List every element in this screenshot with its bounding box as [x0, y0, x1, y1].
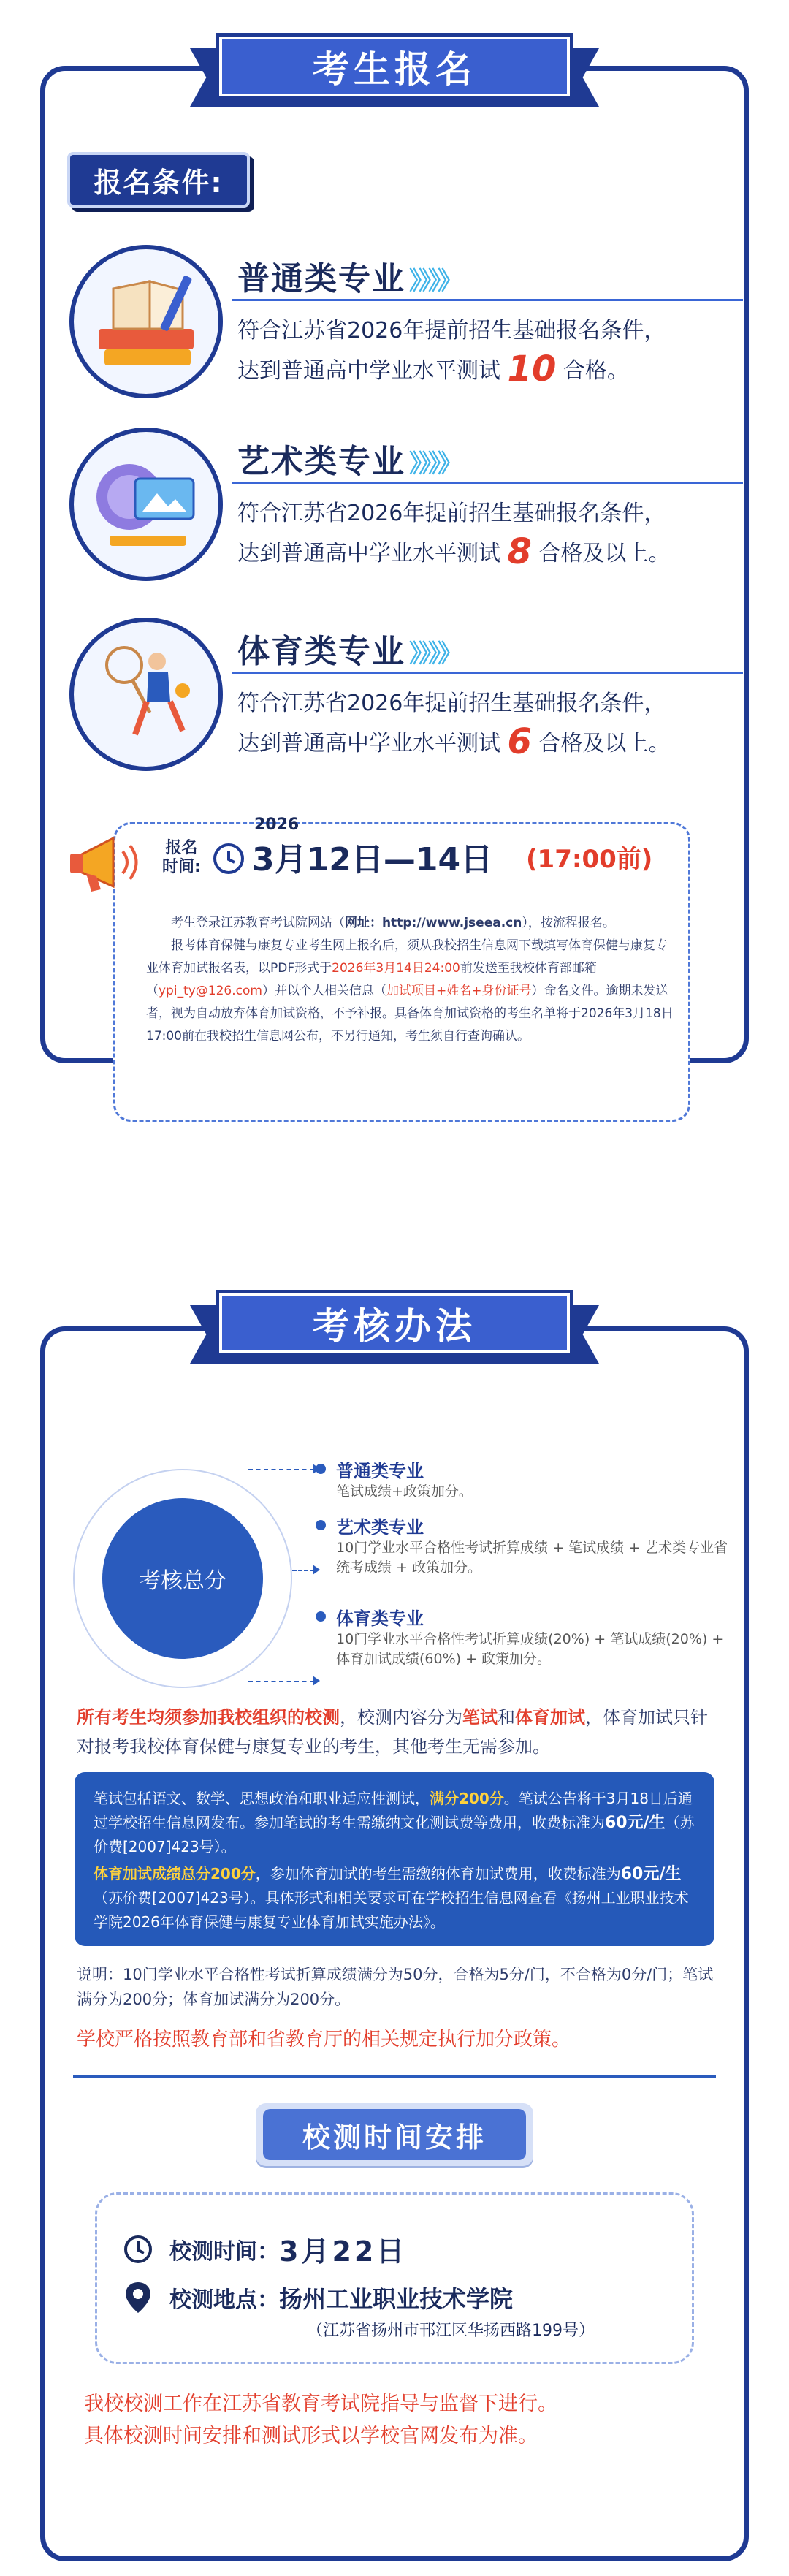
total-score-label: 考核总分 [139, 1568, 226, 1594]
major-title: 艺术类专业 [237, 443, 405, 480]
branch-title: 体育类专业 [336, 1608, 424, 1629]
ribbon-front [219, 37, 570, 96]
major-desc-line1: 符合江苏省2026年提前招生基础报名条件， [237, 501, 666, 526]
text: 。笔试公告将于3月18日后通过学校招生信息网发布。参加笔试的考生需缴纳文化测试费等费用，收费标准为 [94, 1790, 693, 1831]
section-title-ribbon [190, 37, 599, 107]
sports-exam-info [94, 1862, 695, 1934]
text: ），按流程报名。 [522, 916, 615, 930]
highlight: 体育加试成绩总分200分 [94, 1865, 256, 1882]
text: 前发送至我校体育部邮箱（ [146, 961, 597, 998]
major-general [69, 245, 712, 406]
desc-text: 合格及以上。 [531, 541, 671, 566]
note-highlight: 体育加试 [515, 1707, 585, 1728]
fee: 60元/生 [605, 1814, 666, 1832]
branch-desc: 10门学业水平合格性考试折算成绩 + 笔试成绩 + 艺术类专业省统考成绩 + 政策加分。 [336, 1540, 728, 1576]
text: ）命名文件。逾期未发送者，视为自动放弃体育加试资格，不予补报。具备体育加试资格的考生名单将于2026年3月18日17:00前在我校招生信息网公布，不另行通知，考生须自行查询确认。 [146, 984, 674, 1044]
branch-title: 普通类专业 [336, 1461, 424, 1481]
branch-sports [336, 1604, 731, 1669]
major-desc-line1: 符合江苏省2026年提前招生基础报名条件， [237, 691, 666, 716]
major-desc-line2 [237, 721, 671, 762]
clock-icon [212, 842, 245, 875]
footer-line-2: 具体校测时间安排和测试形式以学校官网发布为准。 [84, 2425, 538, 2447]
arrows-icon: 》》》》 [409, 449, 460, 479]
text: 笔试包括语文、数学、思想政治和职业适应性测试， [94, 1790, 430, 1807]
text: 报考体育保健与康复专业考生网上报名后，须从我校招生信息网下载填写体育保健与康复专业体育加试报名表，以PDF形式于 [146, 938, 668, 976]
assessment-note [77, 1703, 720, 1761]
website-link[interactable]: 网址：http://www.jseea.cn [345, 916, 522, 930]
exam-place-label: 校测地点： [169, 2287, 279, 2313]
major-title: 普通类专业 [237, 260, 405, 297]
section-title-ribbon [190, 1293, 599, 1364]
ribbon-front [219, 1293, 570, 1353]
bullet [316, 1611, 326, 1622]
art-design-icon [69, 428, 223, 581]
pass-count: 10 [507, 349, 557, 390]
branch-art [336, 1513, 731, 1578]
location-pin-icon [123, 2280, 153, 2315]
major-title: 体育类专业 [237, 633, 405, 670]
reg-dates: 3月12日—14日 [252, 841, 493, 878]
reg-paragraph-1 [146, 912, 679, 935]
text: 考生登录江苏教育考试院网站（ [171, 916, 345, 930]
text: ）并以个人相关信息（ [262, 984, 386, 998]
exam-address: （江苏省扬州市邗江区华扬西路199号） [307, 2322, 595, 2340]
sports-icon [69, 618, 223, 771]
conditions-label [67, 152, 250, 208]
exam-details-box [75, 1772, 714, 1946]
fee: 60元/生 [620, 1865, 682, 1883]
deadline: 2026年3月14日24:00 [332, 961, 460, 976]
books-icon [69, 245, 223, 398]
major-desc-line1: 符合江苏省2026年提前招生基础报名条件， [237, 318, 666, 343]
divider [73, 2075, 716, 2078]
exam-place-row [123, 2280, 513, 2315]
desc-text: 达到普通高中学业水平测试 [237, 358, 508, 384]
exam-time-value: 3月22日 [279, 2235, 408, 2268]
arrows-icon: 》》》》 [409, 639, 460, 669]
written-exam-info [94, 1787, 695, 1859]
email-link[interactable]: ypi_ty@126.com [159, 984, 262, 998]
text: ，参加体育加试的考生需缴纳体育加试费用，收费标准为 [255, 1865, 621, 1882]
reg-time: (17:00前) [526, 845, 653, 874]
score-explanation: 说明：10门学业水平合格性考试折算成绩满分为50分，合格为5分/门，不合格为0分/门；笔试满分为200分；体育加试满分为200分。 [77, 1966, 714, 2008]
schedule-title-inner [263, 2109, 526, 2160]
desc-text: 合格。 [556, 358, 629, 384]
branch-title: 艺术类专业 [336, 1517, 424, 1538]
reg-paragraph-2 [146, 935, 679, 1048]
text: （苏价费[2007]423号）。 [94, 1814, 695, 1855]
major-desc-line2 [237, 531, 671, 572]
conditions-label-text: 报名条件: [94, 166, 224, 199]
divider [232, 299, 743, 301]
footer-line-1: 我校校测工作在江苏省教育考试院指导与监督下进行。 [84, 2393, 557, 2415]
bullet [316, 1464, 326, 1474]
exam-time-label: 校测时间： [169, 2238, 279, 2265]
time-label [162, 839, 201, 877]
registration-body [146, 912, 679, 1048]
text: 和 [498, 1707, 515, 1728]
connector-arrow [313, 1565, 320, 1575]
connector-arrow [313, 1676, 320, 1686]
branch-desc: 笔试成绩+政策加分。 [336, 1483, 473, 1500]
total-score-circle [102, 1498, 263, 1659]
branch-desc: 10门学业水平合格性考试折算成绩(20%) + 笔试成绩(20%) + 体育加试成绩(60%) + 政策加分。 [336, 1631, 724, 1667]
time-label-2: 时间: [162, 858, 201, 876]
divider [232, 672, 743, 674]
pass-count: 6 [507, 721, 532, 762]
section-title: 考生报名 [313, 48, 476, 91]
desc-text: 达到普通高中学业水平测试 [237, 541, 508, 566]
text: ，体育加试只针对报考我校体育保健与康复专业的考生，其他考生无需参加。 [77, 1707, 708, 1757]
desc-text: 达到普通高中学业水平测试 [237, 731, 508, 756]
major-art [69, 428, 712, 588]
divider [232, 482, 743, 484]
branch-general [336, 1456, 731, 1502]
policy-note: 学校严格按照教育部和省教育厅的相关规定执行加分政策。 [77, 2029, 571, 2051]
registration-time-header [66, 811, 709, 899]
text: （苏价费[2007]423号）。具体形式和相关要求可在学校招生信息网查看《扬州工业职业技术学院2026年体育保健与康复专业体育加试实施办法》。 [94, 1889, 689, 1931]
megaphone-icon [66, 829, 150, 895]
connector [292, 1570, 314, 1571]
schedule-title [256, 2103, 533, 2166]
section-title: 考核办法 [313, 1305, 476, 1348]
text: ，校测内容分为 [340, 1707, 462, 1728]
note-highlight: 所有考生均须参加我校组织的校测 [77, 1707, 340, 1728]
bullet [316, 1520, 326, 1530]
footer-note [84, 2388, 557, 2452]
pass-count: 8 [507, 531, 532, 572]
time-label-1: 报名 [165, 839, 198, 857]
note-highlight: 笔试 [462, 1707, 498, 1728]
exam-time-row [123, 2229, 407, 2269]
major-sports [69, 618, 712, 778]
arrows-icon: 》》》》 [409, 267, 460, 296]
highlight: 满分200分 [430, 1790, 504, 1807]
file-naming: 加试项目+姓名+身份证号 [386, 984, 532, 998]
clock-icon [123, 2234, 153, 2265]
major-desc-line2 [237, 349, 629, 390]
exam-place-value: 扬州工业职业技术学院 [279, 2285, 514, 2313]
schedule-title-text: 校测时间安排 [302, 2121, 487, 2154]
reg-year: 2026 [254, 816, 300, 834]
connector [248, 1469, 314, 1470]
connector [248, 1681, 314, 1682]
desc-text: 合格及以上。 [531, 731, 671, 756]
